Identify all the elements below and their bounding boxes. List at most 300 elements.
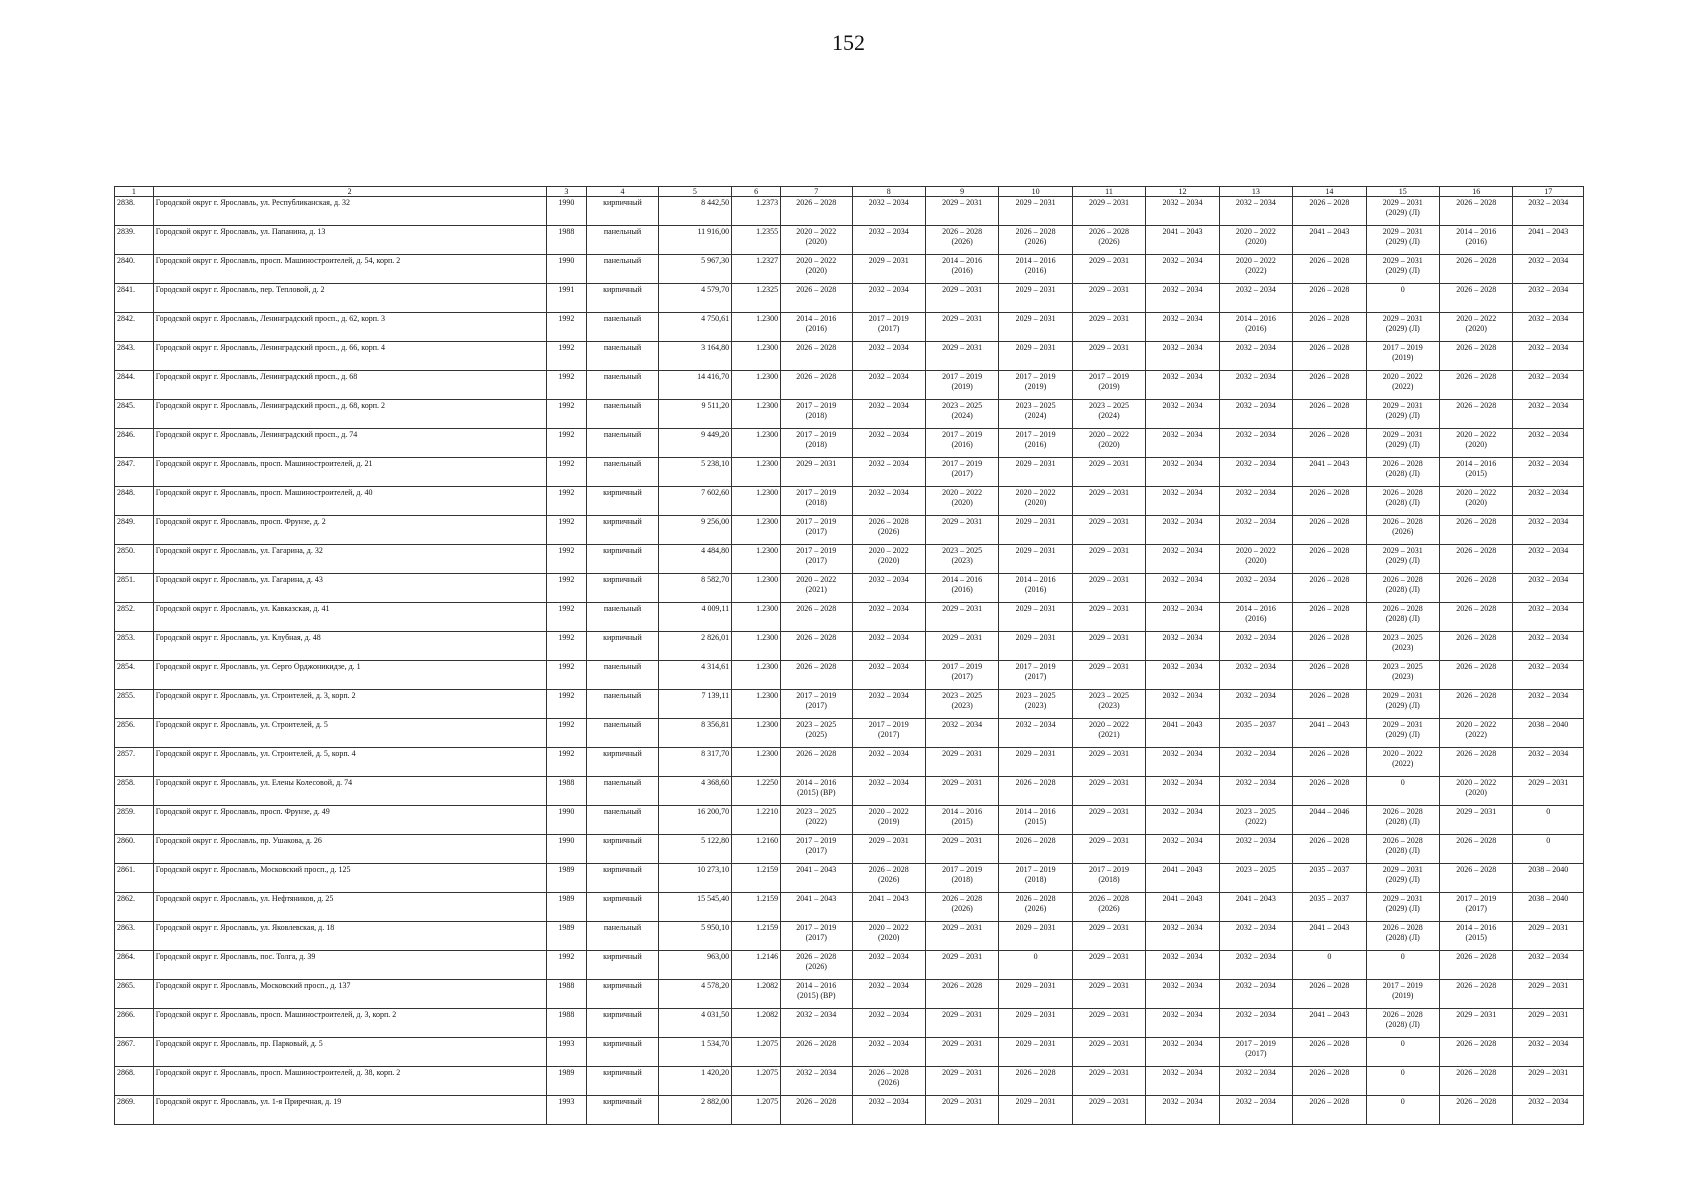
- cell-col-15: 2026 – 2028 (2028) (Л): [1366, 487, 1439, 516]
- cell-col-13: 2020 – 2022 (2022): [1219, 255, 1292, 284]
- cell-col-16: 2026 – 2028: [1440, 545, 1513, 574]
- cell-col-13: 2032 – 2034: [1219, 661, 1292, 690]
- cell-col-11: 2029 – 2031: [1072, 1067, 1145, 1096]
- table-row: [115, 400, 1584, 429]
- cell-col-2: Городской округ г. Ярославль, ул. Гагарина, д. 32: [153, 545, 546, 574]
- column-header-2: 2: [153, 187, 546, 197]
- cell-col-5: 5 238,10: [658, 458, 731, 487]
- cell-col-10: 2017 – 2019 (2018): [999, 864, 1072, 893]
- cell-col-5: 5 122,80: [658, 835, 731, 864]
- cell-col-3: 1992: [546, 690, 587, 719]
- cell-col-11: 2029 – 2031: [1072, 545, 1145, 574]
- cell-col-11: 2029 – 2031: [1072, 342, 1145, 371]
- cell-col-8: 2032 – 2034: [852, 603, 925, 632]
- cell-col-15: 2020 – 2022 (2022): [1366, 748, 1439, 777]
- cell-col-9: 2014 – 2016 (2016): [925, 574, 998, 603]
- cell-col-4: панельный: [587, 690, 658, 719]
- cell-col-12: 2032 – 2034: [1146, 429, 1219, 458]
- cell-col-5: 8 582,70: [658, 574, 731, 603]
- cell-col-1: 2854.: [115, 661, 154, 690]
- table-row: [115, 632, 1584, 661]
- cell-col-13: 2032 – 2034: [1219, 922, 1292, 951]
- cell-col-11: 2029 – 2031: [1072, 661, 1145, 690]
- cell-col-7: 2023 – 2025 (2022): [781, 806, 852, 835]
- cell-col-14: 2026 – 2028: [1293, 603, 1366, 632]
- cell-col-11: 2029 – 2031: [1072, 922, 1145, 951]
- cell-col-9: 2020 – 2022 (2020): [925, 487, 998, 516]
- cell-col-2: Городской округ г. Ярославль, Московский просп., д. 125: [153, 864, 546, 893]
- table-row: [115, 284, 1584, 313]
- cell-col-15: 2029 – 2031 (2029) (Л): [1366, 226, 1439, 255]
- cell-col-13: 2032 – 2034: [1219, 980, 1292, 1009]
- cell-col-11: 2029 – 2031: [1072, 487, 1145, 516]
- cell-col-13: 2032 – 2034: [1219, 835, 1292, 864]
- cell-col-16: 2026 – 2028: [1440, 835, 1513, 864]
- cell-col-15: 2017 – 2019 (2019): [1366, 342, 1439, 371]
- cell-col-5: 2 882,00: [658, 1096, 731, 1125]
- cell-col-2: Городской округ г. Ярославль, пер. Тепловой, д. 2: [153, 284, 546, 313]
- cell-col-8: 2032 – 2034: [852, 226, 925, 255]
- cell-col-13: 2023 – 2025: [1219, 864, 1292, 893]
- cell-col-2: Городской округ г. Ярославль, Ленинградский просп., д. 74: [153, 429, 546, 458]
- cell-col-17: 2041 – 2043: [1513, 226, 1584, 255]
- cell-col-16: 2020 – 2022 (2022): [1440, 719, 1513, 748]
- cell-col-17: 2029 – 2031: [1513, 1067, 1584, 1096]
- table-row: [115, 980, 1584, 1009]
- table-row: [115, 806, 1584, 835]
- cell-col-12: 2032 – 2034: [1146, 400, 1219, 429]
- cell-col-14: 2041 – 2043: [1293, 1009, 1366, 1038]
- cell-col-11: 2029 – 2031: [1072, 806, 1145, 835]
- cell-col-11: 2029 – 2031: [1072, 980, 1145, 1009]
- cell-col-2: Городской округ г. Ярославль, Московский просп., д. 137: [153, 980, 546, 1009]
- cell-col-5: 16 200,70: [658, 806, 731, 835]
- table-row: [115, 922, 1584, 951]
- cell-col-7: 2017 – 2019 (2017): [781, 516, 852, 545]
- cell-col-15: 2023 – 2025 (2023): [1366, 632, 1439, 661]
- cell-col-8: 2032 – 2034: [852, 690, 925, 719]
- table-row: [115, 342, 1584, 371]
- table-row: [115, 1096, 1584, 1125]
- cell-col-11: 2029 – 2031: [1072, 1009, 1145, 1038]
- cell-col-14: 2026 – 2028: [1293, 197, 1366, 226]
- cell-col-5: 9 511,20: [658, 400, 731, 429]
- cell-col-5: 8 356,81: [658, 719, 731, 748]
- cell-col-12: 2032 – 2034: [1146, 313, 1219, 342]
- cell-col-3: 1992: [546, 516, 587, 545]
- cell-col-13: 2032 – 2034: [1219, 487, 1292, 516]
- data-table: [114, 186, 1584, 1125]
- cell-col-3: 1988: [546, 777, 587, 806]
- cell-col-9: 2017 – 2019 (2018): [925, 864, 998, 893]
- cell-col-17: 2029 – 2031: [1513, 1009, 1584, 1038]
- cell-col-14: 2026 – 2028: [1293, 255, 1366, 284]
- cell-col-2: Городской округ г. Ярославль, ул. Елены Колесовой, д. 74: [153, 777, 546, 806]
- cell-col-11: 2029 – 2031: [1072, 516, 1145, 545]
- cell-col-9: 2029 – 2031: [925, 951, 998, 980]
- cell-col-2: Городской округ г. Ярославль, пр. Парковый, д. 5: [153, 1038, 546, 1067]
- cell-col-9: 2017 – 2019 (2017): [925, 661, 998, 690]
- table-row: [115, 197, 1584, 226]
- cell-col-17: 2032 – 2034: [1513, 632, 1584, 661]
- cell-col-15: 2023 – 2025 (2023): [1366, 661, 1439, 690]
- cell-col-11: 2017 – 2019 (2018): [1072, 864, 1145, 893]
- cell-col-11: 2026 – 2028 (2026): [1072, 893, 1145, 922]
- cell-col-6: 1.2355: [732, 226, 781, 255]
- cell-col-11: 2029 – 2031: [1072, 1038, 1145, 1067]
- cell-col-7: 2026 – 2028: [781, 632, 852, 661]
- cell-col-6: 1.2300: [732, 603, 781, 632]
- cell-col-7: 2026 – 2028: [781, 342, 852, 371]
- table-row: [115, 748, 1584, 777]
- table-row: [115, 458, 1584, 487]
- cell-col-14: 2026 – 2028: [1293, 690, 1366, 719]
- cell-col-2: Городской округ г. Ярославль, Ленинградский просп., д. 68, корп. 2: [153, 400, 546, 429]
- cell-col-15: 2026 – 2028 (2028) (Л): [1366, 1009, 1439, 1038]
- table-row: [115, 777, 1584, 806]
- cell-col-13: 2032 – 2034: [1219, 1009, 1292, 1038]
- cell-col-9: 2023 – 2025 (2024): [925, 400, 998, 429]
- cell-col-17: 2029 – 2031: [1513, 980, 1584, 1009]
- cell-col-9: 2029 – 2031: [925, 1096, 998, 1125]
- cell-col-7: 2041 – 2043: [781, 864, 852, 893]
- cell-col-7: 2020 – 2022 (2020): [781, 255, 852, 284]
- cell-col-2: Городской округ г. Ярославль, ул. Папанина, д. 13: [153, 226, 546, 255]
- cell-col-1: 2844.: [115, 371, 154, 400]
- cell-col-3: 1992: [546, 632, 587, 661]
- cell-col-11: 2029 – 2031: [1072, 574, 1145, 603]
- column-header-14: 14: [1293, 187, 1366, 197]
- cell-col-4: кирпичный: [587, 574, 658, 603]
- cell-col-9: 2017 – 2019 (2017): [925, 458, 998, 487]
- cell-col-8: 2032 – 2034: [852, 284, 925, 313]
- cell-col-12: 2032 – 2034: [1146, 1067, 1219, 1096]
- cell-col-3: 1992: [546, 487, 587, 516]
- cell-col-4: кирпичный: [587, 632, 658, 661]
- cell-col-2: Городской округ г. Ярославль, пос. Толга, д. 39: [153, 951, 546, 980]
- cell-col-16: 2026 – 2028: [1440, 516, 1513, 545]
- cell-col-3: 1990: [546, 197, 587, 226]
- cell-col-17: 2032 – 2034: [1513, 313, 1584, 342]
- cell-col-15: 2026 – 2028 (2028) (Л): [1366, 835, 1439, 864]
- cell-col-1: 2858.: [115, 777, 154, 806]
- cell-col-17: 2032 – 2034: [1513, 342, 1584, 371]
- cell-col-2: Городской округ г. Ярославль, ул. Гагарина, д. 43: [153, 574, 546, 603]
- cell-col-6: 1.2327: [732, 255, 781, 284]
- cell-col-14: 2026 – 2028: [1293, 574, 1366, 603]
- cell-col-9: 2029 – 2031: [925, 342, 998, 371]
- cell-col-11: 2029 – 2031: [1072, 632, 1145, 661]
- cell-col-7: 2026 – 2028: [781, 661, 852, 690]
- cell-col-12: 2032 – 2034: [1146, 1009, 1219, 1038]
- cell-col-15: 2017 – 2019 (2019): [1366, 980, 1439, 1009]
- cell-col-8: 2020 – 2022 (2019): [852, 806, 925, 835]
- cell-col-10: 2029 – 2031: [999, 922, 1072, 951]
- cell-col-14: 2041 – 2043: [1293, 922, 1366, 951]
- cell-col-14: 2026 – 2028: [1293, 284, 1366, 313]
- cell-col-11: 2029 – 2031: [1072, 748, 1145, 777]
- cell-col-9: 2029 – 2031: [925, 1067, 998, 1096]
- cell-col-10: 2020 – 2022 (2020): [999, 487, 1072, 516]
- cell-col-15: 2026 – 2028 (2028) (Л): [1366, 806, 1439, 835]
- cell-col-6: 1.2300: [732, 400, 781, 429]
- cell-col-17: 2032 – 2034: [1513, 1096, 1584, 1125]
- header-row: [115, 187, 1584, 197]
- cell-col-14: 2026 – 2028: [1293, 661, 1366, 690]
- cell-col-4: панельный: [587, 371, 658, 400]
- cell-col-12: 2032 – 2034: [1146, 284, 1219, 313]
- cell-col-16: 2026 – 2028: [1440, 632, 1513, 661]
- cell-col-3: 1993: [546, 1038, 587, 1067]
- cell-col-10: 2017 – 2019 (2017): [999, 661, 1072, 690]
- table-row: [115, 487, 1584, 516]
- cell-col-11: 2029 – 2031: [1072, 835, 1145, 864]
- cell-col-16: 2029 – 2031: [1440, 1009, 1513, 1038]
- cell-col-1: 2866.: [115, 1009, 154, 1038]
- cell-col-5: 4 031,50: [658, 1009, 731, 1038]
- cell-col-9: 2029 – 2031: [925, 516, 998, 545]
- page-number: 152: [832, 30, 865, 55]
- cell-col-9: 2026 – 2028: [925, 980, 998, 1009]
- cell-col-3: 1992: [546, 603, 587, 632]
- cell-col-16: 2026 – 2028: [1440, 951, 1513, 980]
- cell-col-16: 2014 – 2016 (2015): [1440, 458, 1513, 487]
- cell-col-2: Городской округ г. Ярославль, просп. Машиностроителей, д. 21: [153, 458, 546, 487]
- cell-col-6: 1.2210: [732, 806, 781, 835]
- cell-col-16: 2020 – 2022 (2020): [1440, 313, 1513, 342]
- cell-col-2: Городской округ г. Ярославль, ул. Строителей, д. 3, корп. 2: [153, 690, 546, 719]
- cell-col-2: Городской округ г. Ярославль, ул. Нефтяников, д. 25: [153, 893, 546, 922]
- cell-col-14: 2026 – 2028: [1293, 429, 1366, 458]
- table-row: [115, 429, 1584, 458]
- cell-col-8: 2020 – 2022 (2020): [852, 922, 925, 951]
- cell-col-5: 9 256,00: [658, 516, 731, 545]
- cell-col-13: 2017 – 2019 (2017): [1219, 1038, 1292, 1067]
- cell-col-3: 1992: [546, 313, 587, 342]
- cell-col-16: 2029 – 2031: [1440, 806, 1513, 835]
- cell-col-9: 2029 – 2031: [925, 1038, 998, 1067]
- cell-col-7: 2017 – 2019 (2017): [781, 835, 852, 864]
- cell-col-13: 2032 – 2034: [1219, 197, 1292, 226]
- cell-col-17: 0: [1513, 835, 1584, 864]
- cell-col-6: 1.2373: [732, 197, 781, 226]
- cell-col-3: 1989: [546, 922, 587, 951]
- cell-col-8: 2026 – 2028 (2026): [852, 516, 925, 545]
- cell-col-14: 2035 – 2037: [1293, 864, 1366, 893]
- cell-col-8: 2032 – 2034: [852, 632, 925, 661]
- cell-col-9: 2029 – 2031: [925, 1009, 998, 1038]
- cell-col-10: 2023 – 2025 (2024): [999, 400, 1072, 429]
- cell-col-17: 2032 – 2034: [1513, 197, 1584, 226]
- cell-col-1: 2860.: [115, 835, 154, 864]
- table-row: [115, 313, 1584, 342]
- cell-col-16: 2026 – 2028: [1440, 1038, 1513, 1067]
- cell-col-12: 2032 – 2034: [1146, 777, 1219, 806]
- cell-col-1: 2838.: [115, 197, 154, 226]
- cell-col-4: панельный: [587, 226, 658, 255]
- cell-col-4: кирпичный: [587, 1038, 658, 1067]
- cell-col-14: 2026 – 2028: [1293, 545, 1366, 574]
- cell-col-1: 2852.: [115, 603, 154, 632]
- cell-col-16: 2026 – 2028: [1440, 400, 1513, 429]
- table-row: [115, 1009, 1584, 1038]
- cell-col-16: 2026 – 2028: [1440, 748, 1513, 777]
- cell-col-13: 2032 – 2034: [1219, 632, 1292, 661]
- cell-col-2: Городской округ г. Ярославль, просп. Фрунзе, д. 49: [153, 806, 546, 835]
- cell-col-11: 2029 – 2031: [1072, 197, 1145, 226]
- cell-col-16: 2026 – 2028: [1440, 255, 1513, 284]
- cell-col-10: 2023 – 2025 (2023): [999, 690, 1072, 719]
- cell-col-16: 2020 – 2022 (2020): [1440, 487, 1513, 516]
- cell-col-12: 2032 – 2034: [1146, 690, 1219, 719]
- cell-col-13: 2032 – 2034: [1219, 748, 1292, 777]
- cell-col-15: 2029 – 2031 (2029) (Л): [1366, 545, 1439, 574]
- cell-col-1: 2841.: [115, 284, 154, 313]
- cell-col-3: 1992: [546, 429, 587, 458]
- cell-col-3: 1992: [546, 400, 587, 429]
- cell-col-6: 1.2159: [732, 922, 781, 951]
- cell-col-16: 2026 – 2028: [1440, 690, 1513, 719]
- cell-col-13: 2020 – 2022 (2020): [1219, 226, 1292, 255]
- cell-col-14: 2041 – 2043: [1293, 458, 1366, 487]
- cell-col-11: 2029 – 2031: [1072, 951, 1145, 980]
- cell-col-10: 2026 – 2028 (2026): [999, 226, 1072, 255]
- cell-col-4: кирпичный: [587, 545, 658, 574]
- cell-col-7: 2026 – 2028: [781, 1038, 852, 1067]
- cell-col-4: панельный: [587, 400, 658, 429]
- cell-col-4: панельный: [587, 777, 658, 806]
- cell-col-2: Городской округ г. Ярославль, просп. Машиностроителей, д. 38, корп. 2: [153, 1067, 546, 1096]
- cell-col-8: 2032 – 2034: [852, 980, 925, 1009]
- cell-col-10: 2029 – 2031: [999, 284, 1072, 313]
- cell-col-15: 2029 – 2031 (2029) (Л): [1366, 864, 1439, 893]
- cell-col-5: 963,00: [658, 951, 731, 980]
- cell-col-17: 2032 – 2034: [1513, 603, 1584, 632]
- cell-col-16: 2026 – 2028: [1440, 980, 1513, 1009]
- cell-col-10: 2029 – 2031: [999, 1096, 1072, 1125]
- cell-col-17: 2032 – 2034: [1513, 661, 1584, 690]
- cell-col-8: 2032 – 2034: [852, 458, 925, 487]
- cell-col-13: 2035 – 2037: [1219, 719, 1292, 748]
- cell-col-11: 2029 – 2031: [1072, 284, 1145, 313]
- cell-col-6: 1.2300: [732, 371, 781, 400]
- cell-col-5: 4 368,60: [658, 777, 731, 806]
- cell-col-5: 4 579,70: [658, 284, 731, 313]
- cell-col-7: 2017 – 2019 (2018): [781, 487, 852, 516]
- cell-col-7: 2014 – 2016 (2016): [781, 313, 852, 342]
- cell-col-13: 2032 – 2034: [1219, 777, 1292, 806]
- cell-col-10: 0: [999, 951, 1072, 980]
- cell-col-2: Городской округ г. Ярославль, Ленинградский просп., д. 68: [153, 371, 546, 400]
- cell-col-4: панельный: [587, 458, 658, 487]
- cell-col-4: панельный: [587, 922, 658, 951]
- cell-col-1: 2859.: [115, 806, 154, 835]
- cell-col-5: 1 534,70: [658, 1038, 731, 1067]
- column-header-13: 13: [1219, 187, 1292, 197]
- cell-col-10: 2014 – 2016 (2015): [999, 806, 1072, 835]
- cell-col-2: Городской округ г. Ярославль, ул. Серго Орджоникидзе, д. 1: [153, 661, 546, 690]
- cell-col-15: 2026 – 2028 (2028) (Л): [1366, 458, 1439, 487]
- cell-col-3: 1992: [546, 661, 587, 690]
- column-header-7: 7: [781, 187, 852, 197]
- cell-col-10: 2029 – 2031: [999, 313, 1072, 342]
- cell-col-5: 5 950,10: [658, 922, 731, 951]
- cell-col-9: 2023 – 2025 (2023): [925, 690, 998, 719]
- cell-col-6: 1.2075: [732, 1038, 781, 1067]
- table-row: [115, 864, 1584, 893]
- cell-col-10: 2017 – 2019 (2019): [999, 371, 1072, 400]
- cell-col-4: кирпичный: [587, 284, 658, 313]
- cell-col-5: 4 750,61: [658, 313, 731, 342]
- cell-col-14: 2026 – 2028: [1293, 1096, 1366, 1125]
- cell-col-1: 2847.: [115, 458, 154, 487]
- cell-col-7: 2014 – 2016 (2015) (ВР): [781, 980, 852, 1009]
- cell-col-17: 2032 – 2034: [1513, 690, 1584, 719]
- cell-col-16: 2017 – 2019 (2017): [1440, 893, 1513, 922]
- cell-col-8: 2032 – 2034: [852, 574, 925, 603]
- cell-col-13: 2014 – 2016 (2016): [1219, 313, 1292, 342]
- cell-col-16: 2026 – 2028: [1440, 864, 1513, 893]
- column-header-12: 12: [1146, 187, 1219, 197]
- cell-col-15: 0: [1366, 1096, 1439, 1125]
- cell-col-7: 2026 – 2028 (2026): [781, 951, 852, 980]
- cell-col-4: кирпичный: [587, 893, 658, 922]
- cell-col-17: 2032 – 2034: [1513, 400, 1584, 429]
- table-body: [115, 197, 1584, 1125]
- cell-col-12: 2032 – 2034: [1146, 632, 1219, 661]
- cell-col-3: 1992: [546, 545, 587, 574]
- cell-col-10: 2026 – 2028: [999, 777, 1072, 806]
- column-header-11: 11: [1072, 187, 1145, 197]
- cell-col-13: 2032 – 2034: [1219, 400, 1292, 429]
- table-row: [115, 1038, 1584, 1067]
- cell-col-9: 2029 – 2031: [925, 313, 998, 342]
- cell-col-9: 2029 – 2031: [925, 922, 998, 951]
- cell-col-6: 1.2300: [732, 690, 781, 719]
- table-row: [115, 226, 1584, 255]
- cell-col-4: кирпичный: [587, 748, 658, 777]
- cell-col-10: 2026 – 2028 (2026): [999, 893, 1072, 922]
- column-header-9: 9: [925, 187, 998, 197]
- cell-col-8: 2032 – 2034: [852, 400, 925, 429]
- cell-col-9: 2029 – 2031: [925, 632, 998, 661]
- cell-col-4: кирпичный: [587, 951, 658, 980]
- cell-col-1: 2850.: [115, 545, 154, 574]
- cell-col-1: 2845.: [115, 400, 154, 429]
- cell-col-4: кирпичный: [587, 980, 658, 1009]
- cell-col-15: 2026 – 2028 (2028) (Л): [1366, 922, 1439, 951]
- cell-col-17: 2032 – 2034: [1513, 1038, 1584, 1067]
- cell-col-5: 15 545,40: [658, 893, 731, 922]
- cell-col-10: 2017 – 2019 (2016): [999, 429, 1072, 458]
- cell-col-1: 2864.: [115, 951, 154, 980]
- cell-col-13: 2032 – 2034: [1219, 429, 1292, 458]
- cell-col-8: 2032 – 2034: [852, 748, 925, 777]
- cell-col-11: 2020 – 2022 (2020): [1072, 429, 1145, 458]
- cell-col-2: Городской округ г. Ярославль, ул. Клубная, д. 48: [153, 632, 546, 661]
- cell-col-4: панельный: [587, 342, 658, 371]
- cell-col-17: 0: [1513, 806, 1584, 835]
- cell-col-14: 2026 – 2028: [1293, 748, 1366, 777]
- cell-col-3: 1988: [546, 1009, 587, 1038]
- cell-col-12: 2032 – 2034: [1146, 371, 1219, 400]
- cell-col-14: 2026 – 2028: [1293, 400, 1366, 429]
- cell-col-9: 2029 – 2031: [925, 603, 998, 632]
- cell-col-15: 2029 – 2031 (2029) (Л): [1366, 719, 1439, 748]
- cell-col-7: 2041 – 2043: [781, 893, 852, 922]
- cell-col-16: 2026 – 2028: [1440, 661, 1513, 690]
- cell-col-14: 2044 – 2046: [1293, 806, 1366, 835]
